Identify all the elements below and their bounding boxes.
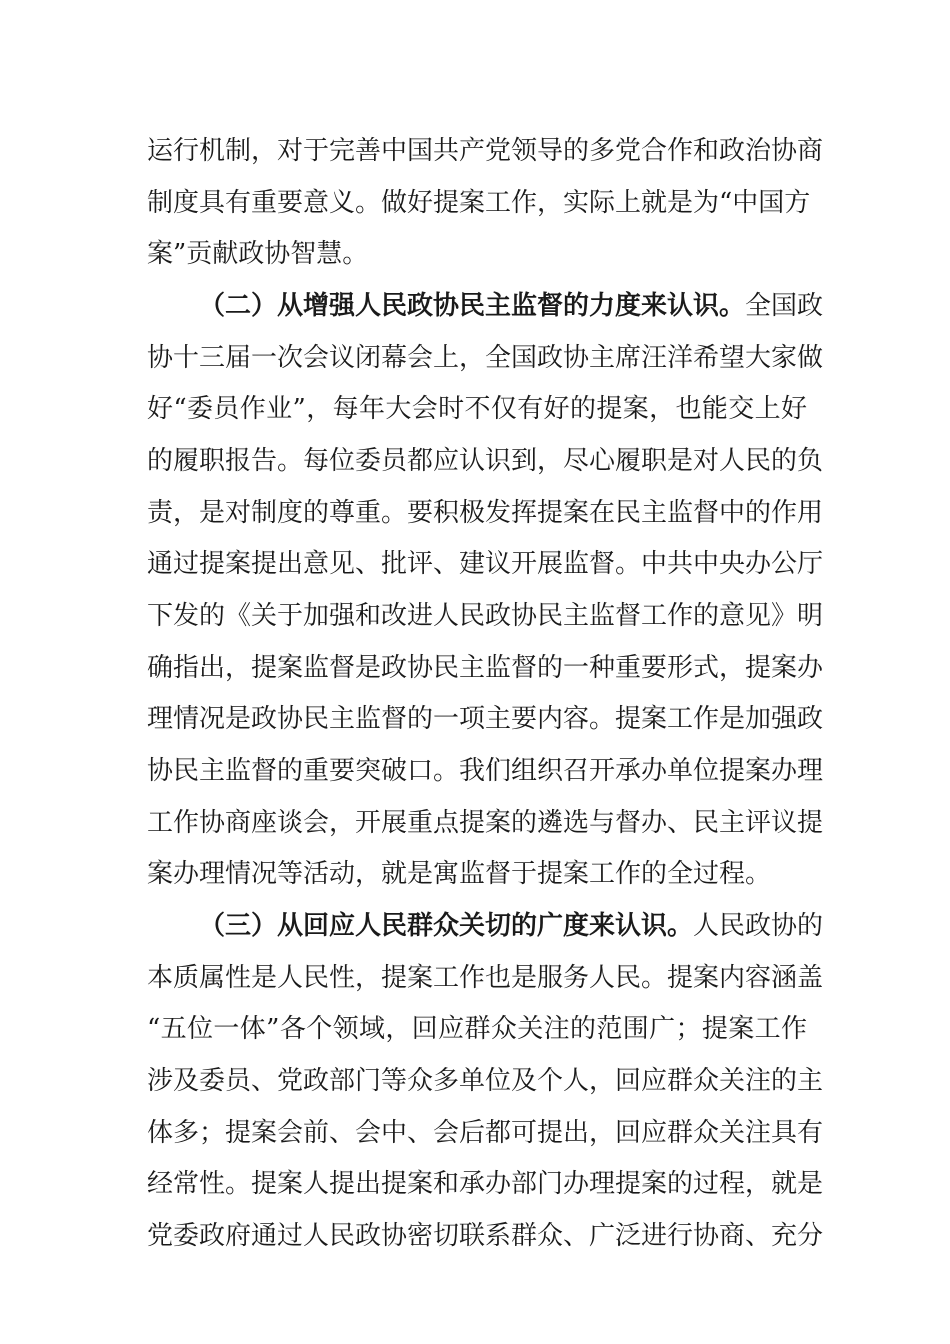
paragraph-2-first-line-rest: 全国政 [745, 291, 824, 321]
paragraph-2-line-2: 协十三届一次会议闭幕会上，全国政协主席汪洋希望大家做 [147, 343, 824, 373]
paragraph-2-line-6: 通过提案提出意见、批评、建议开展监督。中共中央办公厅 [147, 549, 824, 579]
paragraph-2-line-10: 协民主监督的重要突破口。我们组织召开承办单位提案办理 [147, 756, 824, 786]
paragraph-3-line-6: 经常性。提案人提出提案和承办部门办理提案的过程，就是 [147, 1169, 824, 1199]
paragraph-3-heading: （三）从回应人民群众关切的广度来认识。 [199, 911, 694, 941]
paragraph-3-first-line [199, 906, 824, 946]
paragraph-3-line-2: 本质属性是人民性，提案工作也是服务人民。提案内容涵盖 [147, 963, 824, 993]
paragraph-2-heading: （二）从增强人民政协民主监督的力度来认识。 [199, 291, 746, 321]
paragraph-1-line-3: 案”贡献政协智慧。 [147, 239, 369, 269]
paragraph-2-line-9: 理情况是政协民主监督的一项主要内容。提案工作是加强政 [147, 704, 824, 734]
paragraph-2-line-5: 责，是对制度的尊重。要积极发挥提案在民主监督中的作用 [147, 498, 824, 528]
paragraph-2-line-3: 好“委员作业”，每年大会时不仅有好的提案，也能交上好 [147, 394, 807, 424]
paragraph-2-line-4: 的履职报告。每位委员都应认识到，尽心履职是对人民的负 [147, 446, 824, 476]
paragraph-2-line-12: 案办理情况等活动，就是寓监督于提案工作的全过程。 [147, 859, 772, 889]
paragraph-3-first-line-rest: 人民政协的 [693, 911, 824, 941]
paragraph-1-line-2: 制度具有重要意义。做好提案工作，实际上就是为“中国方 [147, 188, 811, 218]
paragraph-1-line-1: 运行机制，对于完善中国共产党领导的多党合作和政治协商 [147, 136, 824, 166]
paragraph-2-line-11: 工作协商座谈会，开展重点提案的遴选与督办、民主评议提 [147, 808, 824, 838]
paragraph-2-line-8: 确指出，提案监督是政协民主监督的一种重要形式，提案办 [147, 653, 824, 683]
paragraph-2-line-7: 下发的《关于加强和改进人民政协民主监督工作的意见》明 [147, 601, 824, 631]
paragraph-3-line-5: 体多；提案会前、会中、会后都可提出，回应群众关注具有 [147, 1118, 824, 1148]
paragraph-2-first-line [199, 286, 824, 326]
paragraph-3-line-4: 涉及委员、党政部门等众多单位及个人，回应群众关注的主 [147, 1066, 824, 1096]
paragraph-3-line-3: “五位一体”各个领域，回应群众关注的范围广；提案工作 [147, 1014, 807, 1044]
paragraph-3-line-7: 党委政府通过人民政协密切联系群众、广泛进行协商、充分 [147, 1221, 824, 1251]
